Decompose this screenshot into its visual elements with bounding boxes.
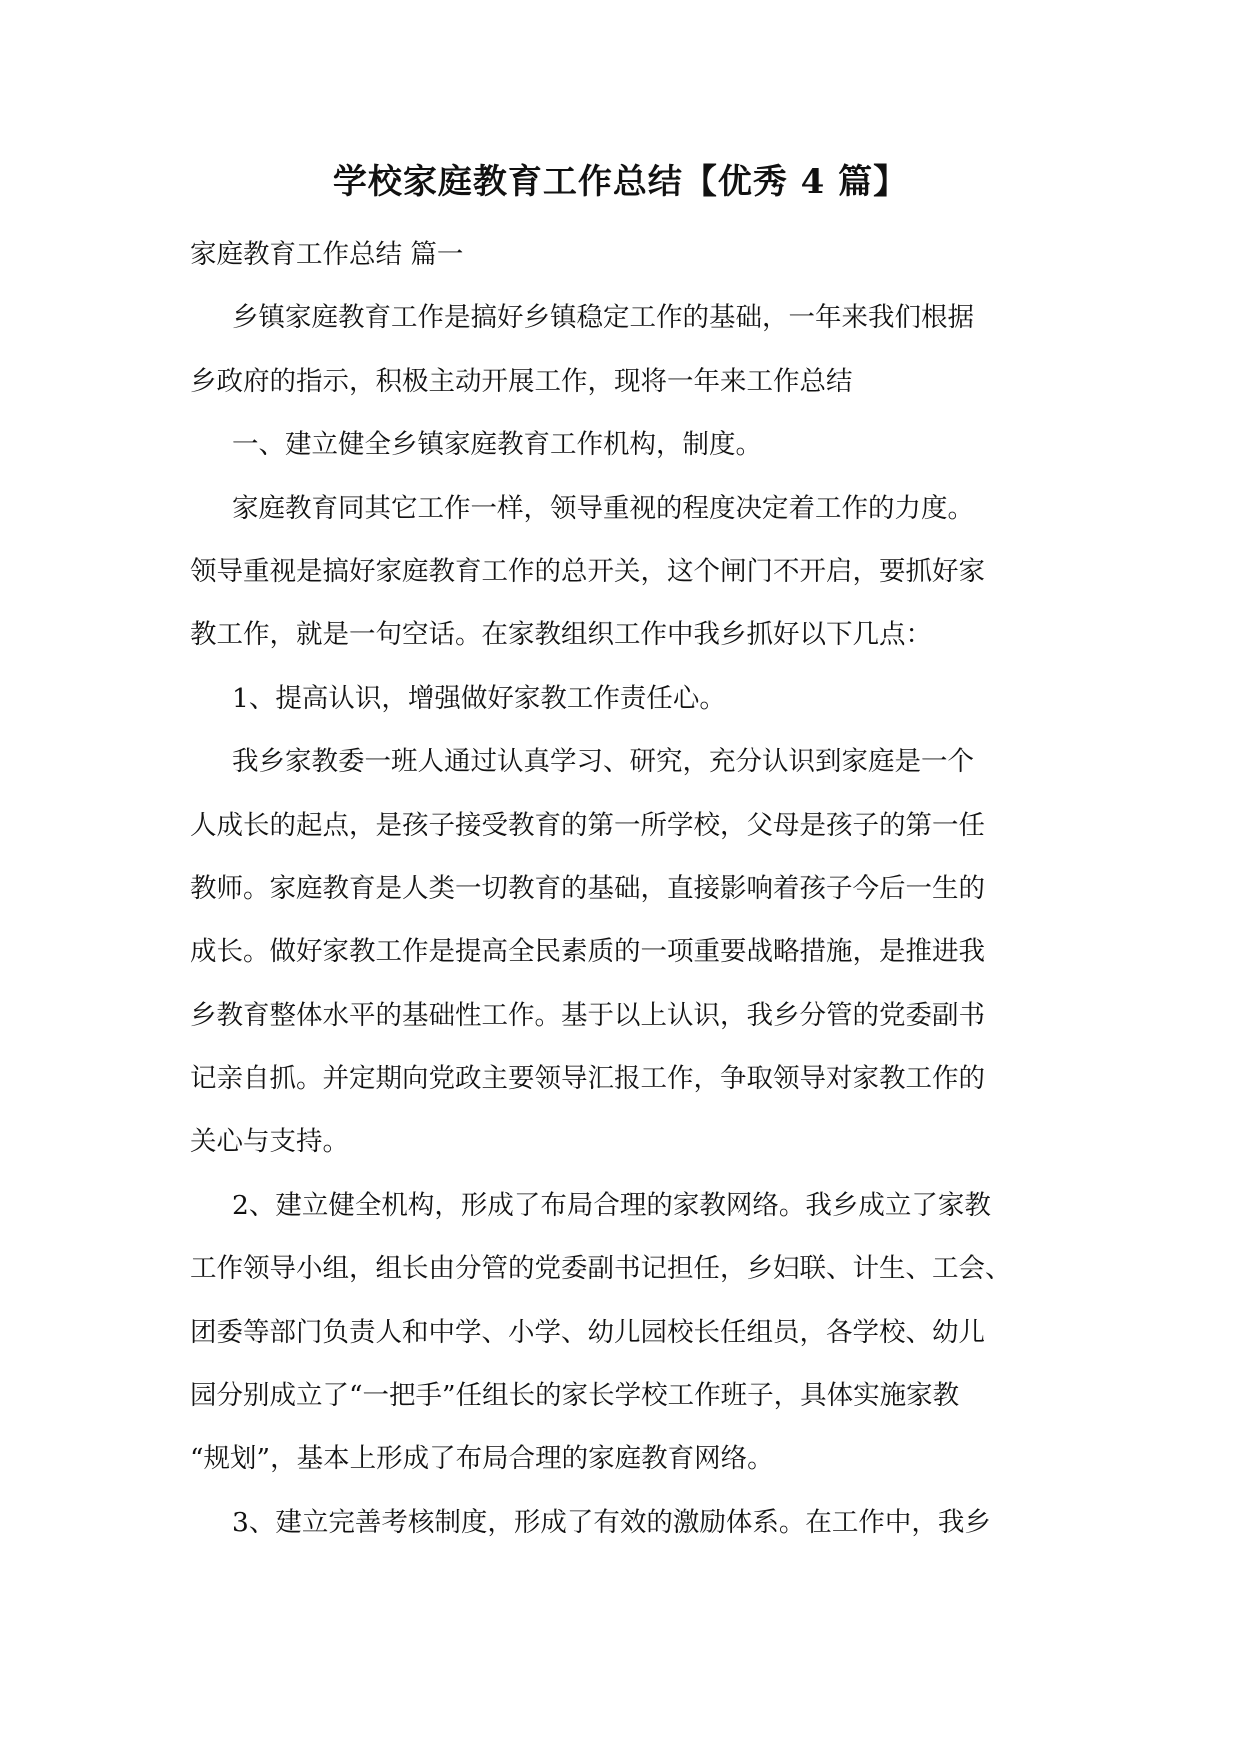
paragraph-line: 领导重视是搞好家庭教育工作的总开关，这个闸门不开启，要抓好家	[190, 555, 985, 587]
paragraph-line: 乡镇家庭教育工作是搞好乡镇稳定工作的基础，一年来我们根据	[232, 302, 974, 334]
paragraph-line: 家庭教育同其它工作一样，领导重视的程度决定着工作的力度。	[232, 492, 974, 524]
paragraph-line: 关心与支持。	[190, 1126, 349, 1158]
paragraph-line: 我乡家教委一班人通过认真学习、研究，充分认识到家庭是一个	[232, 746, 974, 778]
paragraph-line: “规划”，基本上形成了布局合理的家庭教育网络。	[190, 1443, 774, 1475]
paragraph-line: 成长。做好家教工作是提高全民素质的一项重要战略措施，是推进我	[190, 936, 985, 968]
paragraph-line: 园分别成立了“一把手”任组长的家长学校工作班子，具体实施家教	[190, 1380, 960, 1412]
document-body	[190, 223, 1070, 1554]
paragraph-line: 教师。家庭教育是人类一切教育的基础，直接影响着孩子今后一生的	[190, 872, 985, 904]
paragraph-line: 人成长的起点，是孩子接受教育的第一所学校，父母是孩子的第一任	[190, 809, 985, 841]
paragraph-line: 团委等部门负责人和中学、小学、幼儿园校长任组员，各学校、幼儿	[190, 1316, 985, 1348]
paragraph-line: 教工作，就是一句空话。在家教组织工作中我乡抓好以下几点：	[190, 619, 932, 651]
paragraph-line: 一、建立健全乡镇家庭教育工作机构，制度。	[232, 429, 762, 461]
section-heading: 家庭教育工作总结 篇一	[190, 239, 464, 270]
paragraph-line: 1、提高认识，增强做好家教工作责任心。	[232, 682, 726, 714]
paragraph-line: 乡教育整体水平的基础性工作。基于以上认识，我乡分管的党委副书	[190, 999, 985, 1031]
paragraph-line: 工作领导小组，组长由分管的党委副书记担任，乡妇联、计生、工会、	[190, 1253, 1012, 1285]
paragraph-line: 记亲自抓。并定期向党政主要领导汇报工作，争取领导对家教工作的	[190, 1063, 985, 1095]
paragraph-line: 3、建立完善考核制度，形成了有效的激励体系。在工作中，我乡	[232, 1506, 991, 1538]
document-title: 学校家庭教育工作总结【优秀 4 篇】	[332, 162, 909, 202]
paragraph-line: 乡政府的指示，积极主动开展工作，现将一年来工作总结	[190, 365, 853, 397]
paragraph-line: 2、建立健全机构，形成了布局合理的家教网络。我乡成立了家教	[232, 1189, 991, 1221]
